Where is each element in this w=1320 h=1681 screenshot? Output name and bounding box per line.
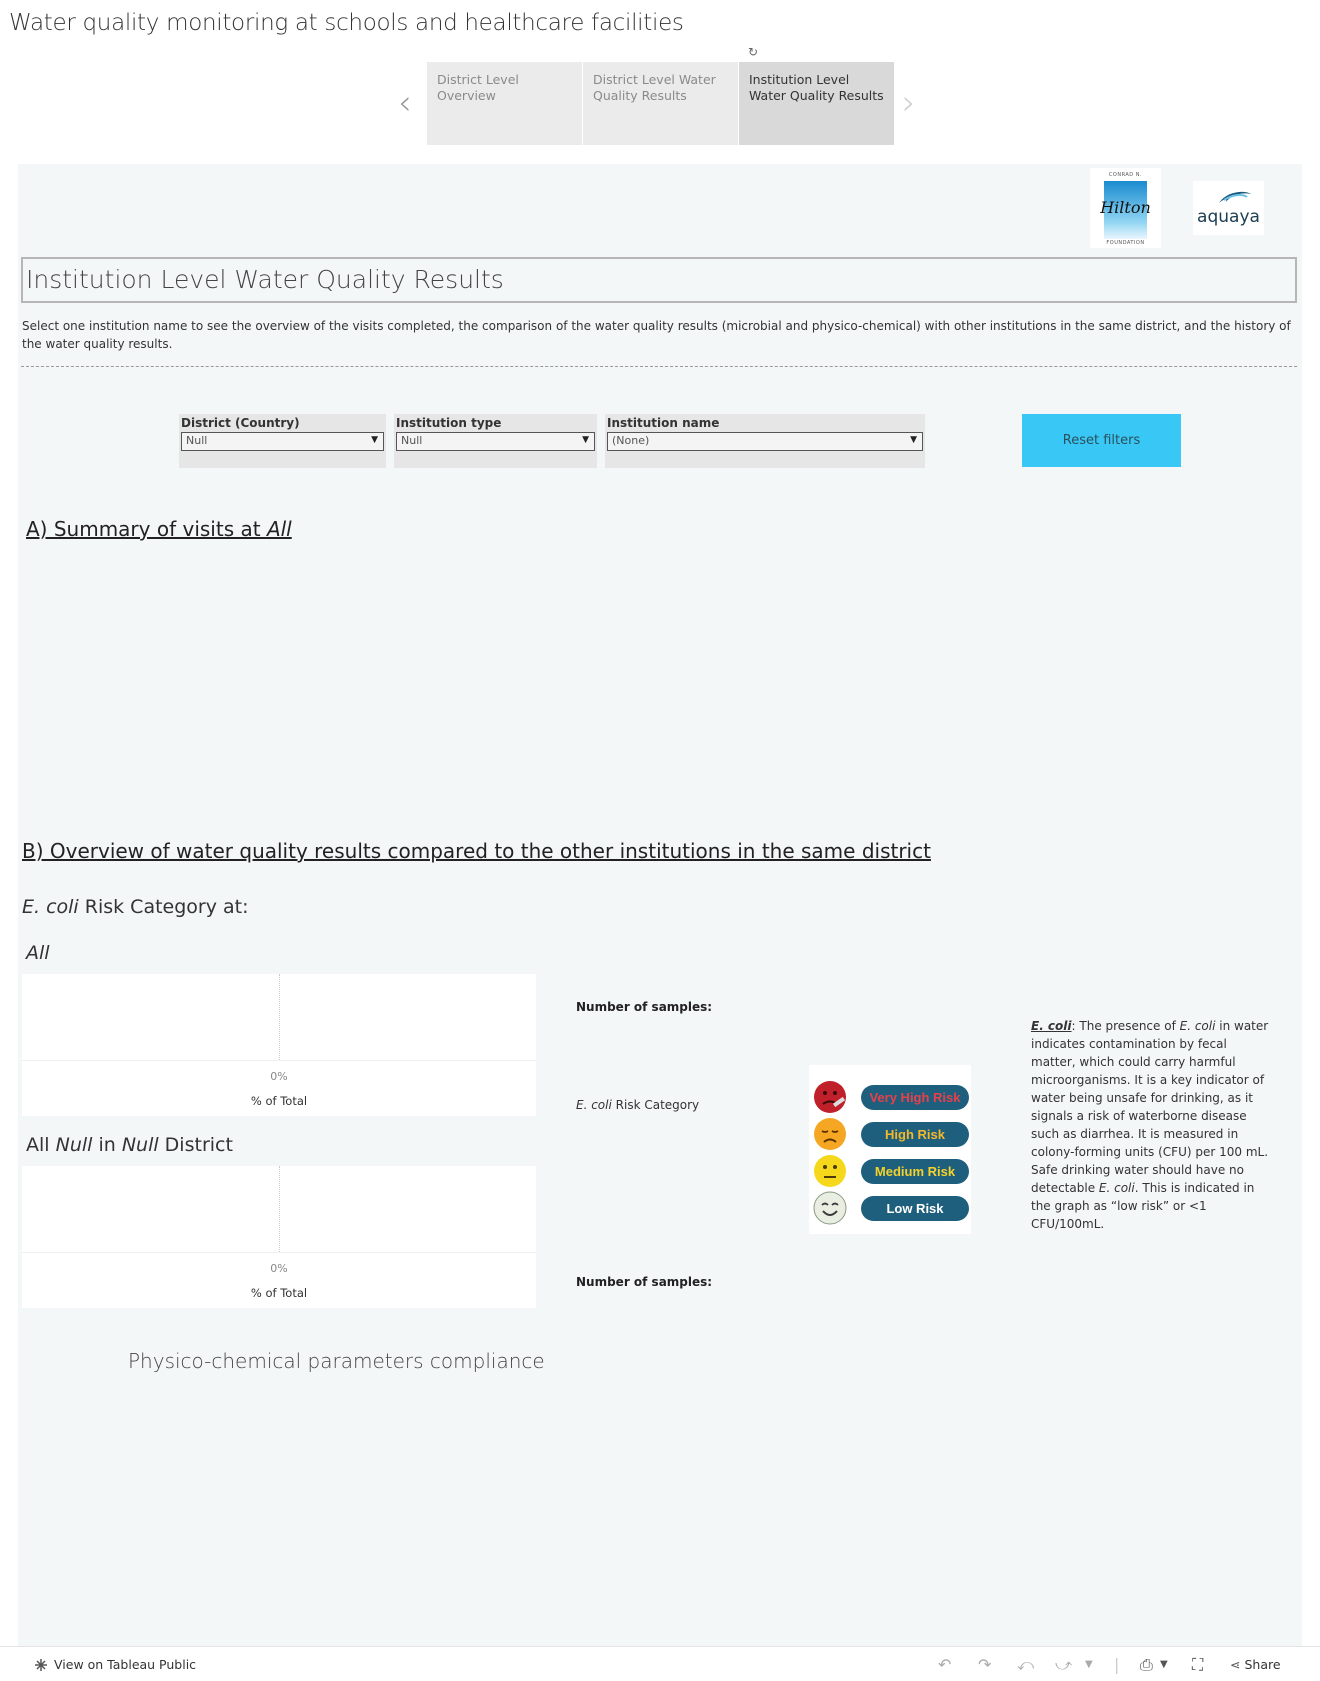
loading-spinner-icon: ↻ xyxy=(748,45,759,59)
sad-face-icon xyxy=(813,1117,847,1151)
institution-type-dropdown-value: Null xyxy=(401,434,423,447)
chart2-zero-line xyxy=(279,1166,280,1252)
risk-category-rest: Risk Category xyxy=(611,1098,700,1112)
legend-label-medium-risk: Medium Risk xyxy=(874,1164,956,1179)
legend-label-high-risk: High Risk xyxy=(885,1127,945,1142)
legend-label-low-risk: Low Risk xyxy=(886,1201,944,1216)
ecoli-note-body2: in water indicates contamination by fecal matter, which could carry harmful microorganisms. It is a key indicator of water being unsafe for drinking, as it signals a risk of waterborne disease such as diarrhea. It is measured in colony-forming units (CFU) per 100 mL. xyxy=(1031,1019,1269,1159)
legend-pill-low-risk xyxy=(861,1196,969,1221)
chart1-axis xyxy=(22,1060,536,1061)
ecoli-note-body4: . This is indicated in the graph as “low risk” or <1 CFU/100mL. xyxy=(1031,1181,1255,1231)
chart1-tick-label: 0% xyxy=(270,1070,288,1083)
chart2-end: District xyxy=(158,1134,233,1156)
share-label: Share xyxy=(1244,1657,1281,1672)
toolbar-divider: | xyxy=(1114,1655,1120,1674)
district-filter-label: District (Country) xyxy=(181,416,300,430)
chevron-down-icon: ▼ xyxy=(910,435,917,445)
section-b-heading: B) Overview of water quality results compared to the other institutions in the same district xyxy=(22,839,931,863)
download-icon[interactable]: ⎙ xyxy=(1140,1655,1153,1674)
legend-pill-very-high-risk xyxy=(861,1085,969,1110)
tableau-logo-icon xyxy=(34,1658,48,1672)
previous-tab-arrow-icon[interactable]: ‹ xyxy=(398,83,412,123)
hilton-foundation-logo xyxy=(1090,168,1161,248)
risk-category-italic: E. coli xyxy=(576,1098,612,1112)
share-button[interactable] xyxy=(1230,1657,1281,1672)
page-title: Water quality monitoring at schools and healthcare facilities xyxy=(9,10,684,36)
next-tab-arrow-icon[interactable]: › xyxy=(902,83,916,123)
chart2-var1: Null xyxy=(55,1134,93,1156)
sick-face-icon xyxy=(813,1080,847,1114)
chevron-down-icon: ▼ xyxy=(582,435,589,445)
district-dropdown[interactable] xyxy=(181,432,384,451)
institution-name-dropdown-value: (None) xyxy=(612,434,650,447)
legend-pill-medium-risk xyxy=(861,1159,969,1184)
section-title: Institution Level Water Quality Results xyxy=(21,257,1297,303)
neutral-face-icon xyxy=(813,1154,847,1188)
ecoli-heading-rest: Risk Category at: xyxy=(78,896,249,918)
ecoli-explanation xyxy=(1031,1017,1271,1233)
view-on-tableau-public-label: View on Tableau Public xyxy=(54,1657,197,1672)
legend-pill-high-risk xyxy=(861,1122,969,1147)
section-intro-text: Select one institution name to see the overview of the visits completed, the comparison of the water quality results (microbial and physico-chemical) with other institutions in the same district, and the history of the water quality results. xyxy=(22,319,1291,351)
physico-chemical-heading: Physico-chemical parameters compliance xyxy=(128,1349,545,1373)
section-a-heading xyxy=(26,517,292,541)
reset-filters-button[interactable]: Reset filters xyxy=(1022,414,1181,467)
chart1-axis-title: % of Total xyxy=(250,1094,308,1108)
revert-icon[interactable]: ⤺ xyxy=(1017,1655,1035,1674)
legend-item-high-risk xyxy=(813,1117,969,1151)
ecoli-note-body1: : The presence of xyxy=(1071,1019,1180,1033)
ecoli-chart-1 xyxy=(22,974,536,1116)
tab-institution-level-water-quality[interactable]: Institution Level Water Quality Results xyxy=(739,62,894,145)
refresh-dropdown-icon[interactable]: ▼ xyxy=(1085,1659,1093,1670)
chart2-axis xyxy=(22,1252,536,1253)
share-icon: ⋖ xyxy=(1230,1657,1241,1672)
chevron-down-icon: ▼ xyxy=(371,435,378,445)
ecoli-note-lead: E. coli xyxy=(1031,1019,1072,1033)
samples-count-label-2: Number of samples: xyxy=(576,1275,713,1289)
hilton-logo-top-text: CONRAD N. xyxy=(1108,172,1143,178)
legend-item-low-risk xyxy=(813,1191,969,1225)
ecoli-note-italic2: E. coli xyxy=(1098,1181,1135,1195)
district-dropdown-value: Null xyxy=(186,434,208,447)
chart2-word1: All xyxy=(26,1134,56,1156)
download-dropdown-icon[interactable]: ▼ xyxy=(1160,1659,1168,1670)
risk-legend xyxy=(809,1065,971,1234)
section-a-prefix: A) Summary of visits at xyxy=(26,517,267,541)
institution-name-dropdown[interactable] xyxy=(607,432,923,451)
view-on-tableau-public-link[interactable] xyxy=(34,1657,196,1672)
chart1-title: All xyxy=(26,942,50,964)
ecoli-chart-2 xyxy=(22,1166,536,1308)
fullscreen-icon[interactable]: ⛶ xyxy=(1192,1655,1204,1674)
risk-category-label xyxy=(576,1098,699,1112)
redo-icon[interactable]: ↷ xyxy=(978,1655,992,1674)
tab-district-level-overview[interactable]: District Level Overview xyxy=(427,62,582,145)
ecoli-note-body3: Safe drinking water should have no detectable xyxy=(1031,1163,1244,1195)
hilton-logo-bottom-text: FOUNDATION xyxy=(1106,240,1145,246)
institution-type-dropdown[interactable] xyxy=(396,432,595,451)
samples-count-label-1: Number of samples: xyxy=(576,1000,713,1014)
chart2-var2: Null xyxy=(121,1134,159,1156)
institution-name-filter-label: Institution name xyxy=(607,416,720,430)
chart2-tick-label: 0% xyxy=(270,1262,288,1275)
legend-item-medium-risk xyxy=(813,1154,969,1188)
institution-type-filter-label: Institution type xyxy=(396,416,502,430)
chart2-mid: in xyxy=(92,1134,122,1156)
aquaya-logo xyxy=(1193,181,1264,235)
aquaya-logo-text: aquaya xyxy=(1197,207,1260,227)
ecoli-italic: E. coli xyxy=(22,896,79,918)
refresh-icon[interactable]: ⤻ xyxy=(1055,1655,1073,1674)
institution-name-filter xyxy=(605,414,925,468)
legend-label-very-high-risk: Very High Risk xyxy=(869,1090,961,1105)
ecoli-note-italic: E. coli xyxy=(1179,1019,1216,1033)
ecoli-risk-heading xyxy=(22,896,249,918)
chart2-title xyxy=(26,1134,233,1156)
undo-icon[interactable]: ↶ xyxy=(938,1655,952,1674)
chart1-zero-line xyxy=(279,974,280,1060)
section-a-scope: All xyxy=(266,517,292,541)
tableau-toolbar xyxy=(0,1646,1320,1681)
institution-type-filter xyxy=(394,414,597,468)
tab-district-level-water-quality[interactable]: District Level Water Quality Results xyxy=(583,62,738,145)
district-filter xyxy=(179,414,386,468)
legend-item-very-high-risk xyxy=(813,1080,969,1114)
smile-face-icon xyxy=(813,1191,847,1225)
chart2-axis-title: % of Total xyxy=(250,1286,308,1300)
section-divider xyxy=(21,366,1297,367)
hilton-logo-script: Hilton xyxy=(1100,198,1151,217)
